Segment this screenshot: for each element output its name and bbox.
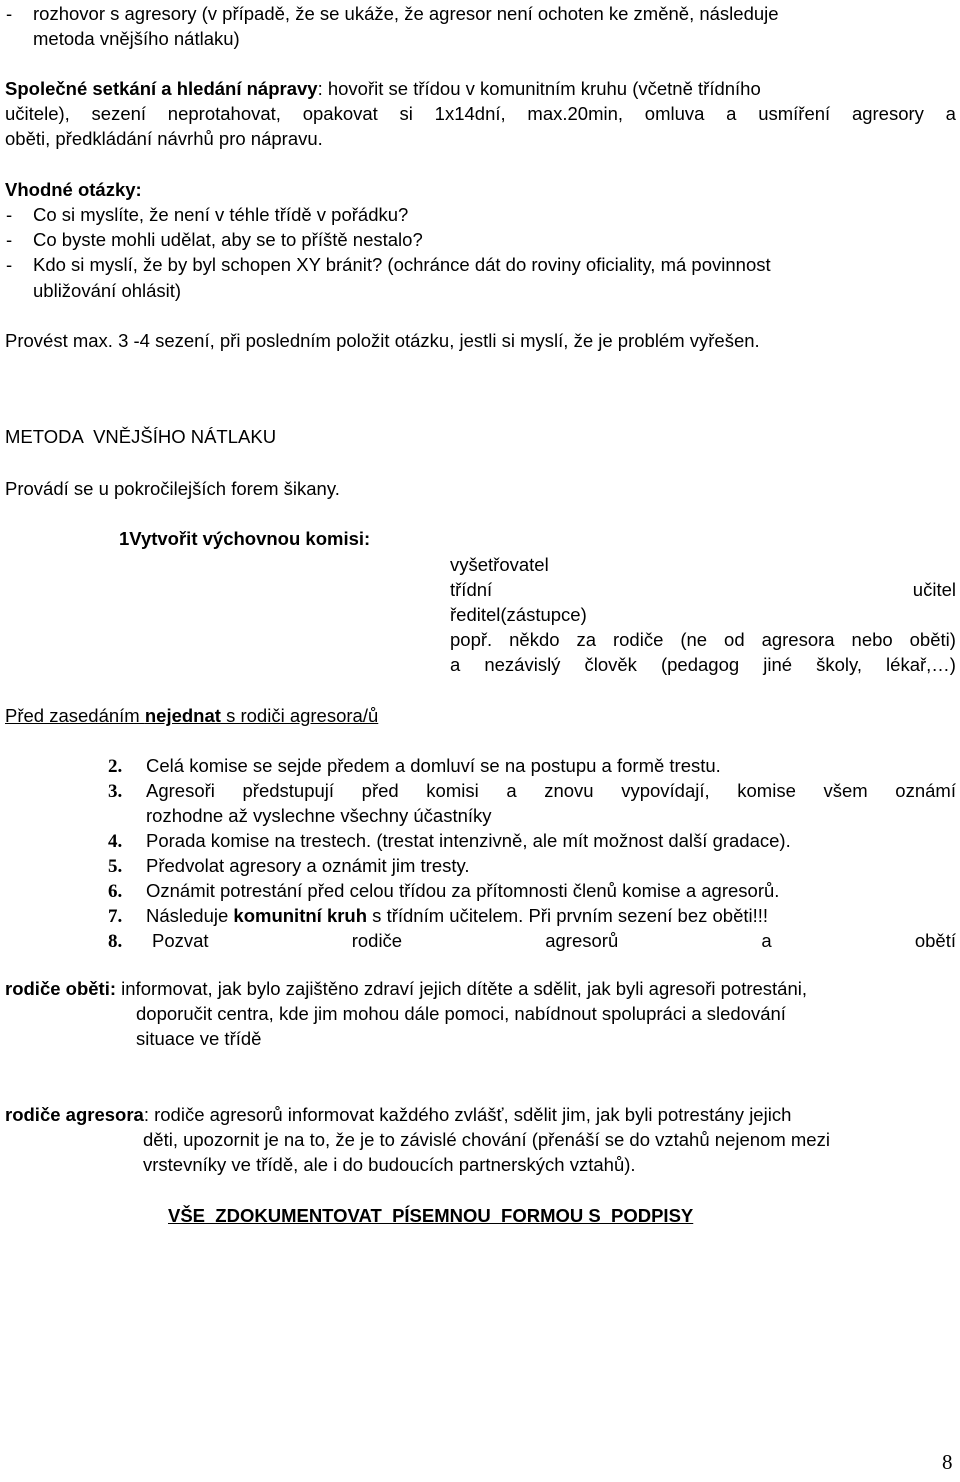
word: školy, (816, 654, 862, 675)
question-item: Co byste mohli udělat, aby se to příště nestalo? (33, 229, 423, 250)
word: nebo (851, 629, 893, 650)
step-number: 5. (108, 856, 123, 877)
aggressor-parents-line-1 (5, 1106, 791, 1125)
meeting-line-3: oběti, předkládání návrhů pro nápravu. (5, 128, 323, 149)
step-number: 4. (108, 831, 123, 852)
aggressor-parents-line-3: vrstevníky ve třídě, ale i do budoucích partnerských vztahů). (143, 1154, 636, 1175)
committee-note-suffix: s rodiči agresora/ů (220, 705, 379, 726)
word: a (761, 930, 772, 951)
word: usmíření (758, 103, 831, 124)
intro-line-1: rozhovor s agresory (v případě, že se ukáže, že agresor není ochoten ke změně, následuje (33, 3, 779, 24)
word: lékař,…) (886, 654, 956, 675)
step-text: Celá komise se sejde předem a domluví se na postupu a formě trestu. (146, 755, 721, 776)
step-7-post: s třídním učitelem. Při prvním sezení bez oběti!!! (367, 905, 769, 926)
step-number: 6. (108, 881, 123, 902)
word: oznámí (895, 780, 956, 801)
meeting-line-1 (5, 80, 761, 99)
committee-member (450, 656, 956, 675)
word: komise (737, 780, 796, 801)
committee-member (450, 631, 956, 650)
committee-member: vyšetřovatel (450, 554, 549, 575)
committee-member-left: třídní (450, 579, 493, 600)
committee-member-right: učitel (912, 579, 956, 600)
committee-member (450, 581, 956, 600)
word: sezení (91, 103, 147, 124)
list-dash: - (6, 3, 13, 24)
page-number: 8 (942, 1450, 953, 1474)
word: učitele), (5, 103, 70, 124)
word: předstupují (242, 780, 335, 801)
word: všem (823, 780, 868, 801)
victim-parents-line-1 (5, 980, 807, 999)
word: Pozvat (152, 930, 209, 951)
word: komisi (426, 780, 479, 801)
word: si (399, 103, 413, 124)
word: (pedagog (660, 654, 740, 675)
step-number: 2. (108, 756, 123, 777)
victim-parents-line-2: doporučit centra, kde jim mohou dále pomoci, nabídnout spolupráci a sledování (136, 1003, 786, 1024)
word: neprotahovat, (167, 103, 281, 124)
aggressor-parents-label: rodiče agresora (5, 1104, 144, 1125)
word: jiné (763, 654, 793, 675)
committee-note-prefix: Před zasedáním (5, 705, 145, 726)
step-text: Oznámit potrestání před celou třídou za přítomnosti členů komise a agresorů. (146, 880, 780, 901)
word: (ne (680, 629, 708, 650)
step-number: 7. (108, 906, 123, 927)
word: od (724, 629, 745, 650)
sessions-text: Provést max. 3 -4 sezení, při posledním položit otázku, jestli si myslí, že je problém vyřešen. (5, 330, 760, 351)
word: a (945, 103, 956, 124)
victim-parents-label: rodiče oběti: (5, 978, 117, 999)
meeting-line-2 (5, 105, 956, 124)
document-with-signatures-note: VŠE ZDOKUMENTOVAT PÍSEMNOU FORMOU S PODPISY (168, 1205, 694, 1226)
word: popř. (450, 629, 493, 650)
word: Agresoři (146, 780, 215, 801)
method-subtitle: Provádí se u pokročilejších forem šikany. (5, 478, 340, 499)
step-7-bold: komunitní kruh (233, 905, 368, 926)
aggressor-parents-line-2: děti, upozornit je na to, že je to závislé chování (přenáší se do vztahů nejenom mezi (143, 1129, 830, 1150)
meeting-lead: Společné setkání a hledání nápravy (5, 78, 318, 99)
step-text (146, 907, 768, 926)
questions-heading: Vhodné otázky: (5, 179, 142, 200)
word: opakovat (302, 103, 378, 124)
word: někdo (509, 629, 560, 650)
meeting-line-1-rest: : hovořit se třídou v komunitním kruhu (včetně třídního (317, 78, 761, 99)
step-number: 3. (108, 781, 123, 802)
step-number: 8. (108, 931, 123, 952)
word: a (506, 780, 517, 801)
question-item: Co si myslíte, že není v téhle třídě v pořádku? (33, 204, 409, 225)
question-item-cont: ubližování ohlásit) (33, 280, 182, 301)
word: agresorů (545, 930, 619, 951)
list-dash: - (6, 254, 13, 275)
list-dash: - (6, 204, 13, 225)
intro-line-2: metoda vnějšího nátlaku) (33, 28, 240, 49)
word: obětí (914, 930, 956, 951)
step-text (146, 782, 956, 801)
word: znovu (544, 780, 594, 801)
word: za (576, 629, 597, 650)
committee-member: ředitel(zástupce) (450, 604, 587, 625)
word: agresora (761, 629, 835, 650)
step-text: Porada komise na trestech. (trestat intenzivně, ale mít možnost další gradace). (146, 830, 791, 851)
committee-note-bold: nejednat (144, 705, 221, 726)
word: vypovídají, (621, 780, 710, 801)
step-text: Předvolat agresory a oznámit jim tresty. (146, 855, 470, 876)
word: oběti) (909, 629, 956, 650)
word: max.20min, (527, 103, 624, 124)
method-title: METODA VNĚJŠÍHO NÁTLAKU (5, 426, 277, 447)
step-7-pre: Následuje (146, 905, 234, 926)
aggressor-parents-text: : rodiče agresorů informovat každého zvlášť, sdělit jim, jak byli potrestány jejich (143, 1104, 792, 1125)
word: a (450, 654, 461, 675)
word: a (726, 103, 737, 124)
word: agresory (851, 103, 924, 124)
step-text (152, 932, 956, 951)
list-dash: - (6, 229, 13, 250)
committee-heading: 1Vytvořit výchovnou komisi: (119, 528, 371, 549)
word: nezávislý (484, 654, 561, 675)
question-item: Kdo si myslí, že by byl schopen XY bránit? (ochránce dát do roviny oficiality, má povinnost (33, 254, 771, 275)
word: před (361, 780, 399, 801)
word: člověk (584, 654, 637, 675)
step-text-cont: rozhodne až vyslechne všechny účastníky (146, 805, 492, 826)
word: 1x14dní, (434, 103, 506, 124)
word: rodiče (351, 930, 403, 951)
word: rodiče (612, 629, 664, 650)
victim-parents-text: informovat, jak bylo zajištěno zdraví jejich dítěte a sdělit, jak byli agresoři potrestáni, (116, 978, 808, 999)
word: omluva (644, 103, 705, 124)
victim-parents-line-3: situace ve třídě (136, 1028, 262, 1049)
committee-note (5, 707, 378, 726)
